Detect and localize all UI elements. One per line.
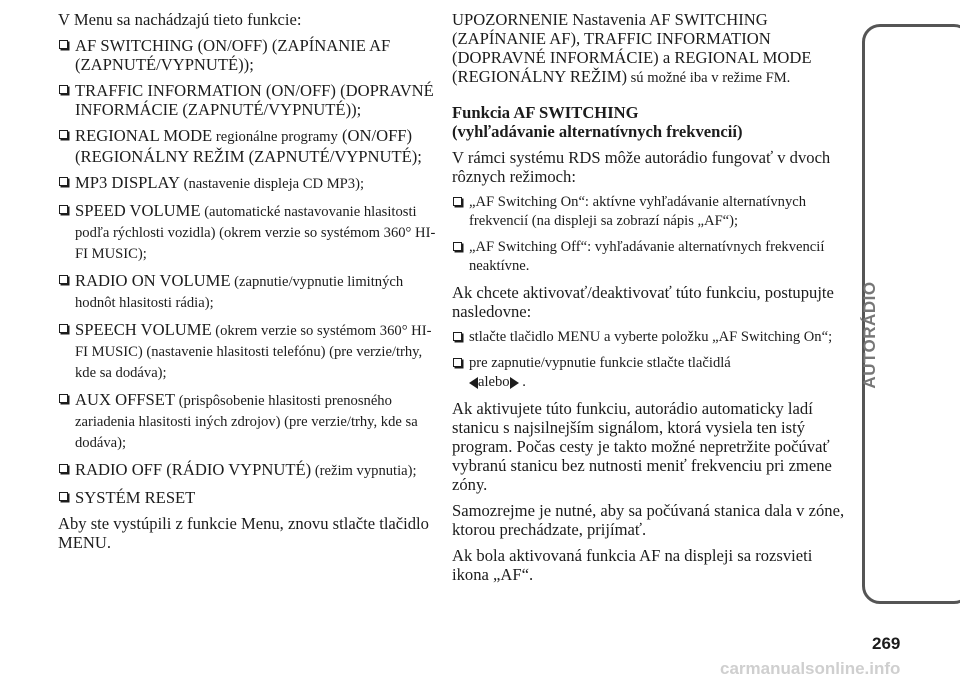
checkbox-bullet-icon [453,242,462,251]
arrow-right-icon [510,377,519,389]
list-item: SPEECH VOLUME (okrem verzie so systémom 360° HI-FI MUSIC) (nastavenie hlasitosti telefónu) (pre verzie/trhy, kde sa dodáva); [58,320,443,383]
list-item: RADIO OFF (RÁDIO VYPNUTÉ) (režim vypnutia); [58,460,443,481]
checkbox-bullet-icon [59,492,68,501]
section-heading: Funkcia AF SWITCHING (vyhľadávanie alternatívnych frekvencií) [452,103,743,141]
paragraph: Samozrejme je nutné, aby sa počúvaná stanica dala v zóne, ktorou prechádzate, prijímať. [452,501,845,539]
checkbox-bullet-icon [59,130,68,139]
checkbox-bullet-icon [59,275,68,284]
arrow-left-icon [469,377,478,389]
page-number: 269 [872,634,901,653]
list-item: stlačte tlačidlo MENU a vyberte položku „AF Switching On“; [452,328,847,347]
list-item: SYSTÉM RESET [58,488,443,507]
checkbox-bullet-icon [59,324,68,333]
list-item: TRAFFIC INFORMATION (ON/OFF) (DOPRAVNÉ INFORMÁCIE (ZAPNUTÉ/VYPNUTÉ)); [58,81,443,119]
watermark: carmanualsonline.info [720,659,901,678]
checkbox-bullet-icon [453,332,462,341]
list-item: AUX OFFSET (prispôsobenie hlasitosti prenosného zariadenia hlasitosti iných zdrojov) (pre verzie/trhy, kde sa dodáva); [58,390,443,453]
menu-intro: V Menu sa nachádzajú tieto funkcie: [58,10,302,29]
right-column [452,10,847,591]
list-item: REGIONAL MODE regionálne programy (ON/OFF) (REGIONÁLNY REŽIM (ZAPNUTÉ/VYPNUTÉ); [58,126,443,166]
menu-outro: Aby ste vystúpili z funkcie Menu, znovu stlačte tlačidlo MENU. [58,514,429,552]
list-item: AF SWITCHING (ON/OFF) (ZAPÍNANIE AF (ZAPNUTÉ/VYPNUTÉ)); [58,36,443,74]
list-item: SPEED VOLUME (automatické nastavovanie hlasitosti podľa rýchlosti vozidla) (okrem verzie so systémom 360° HI-FI MUSIC); [58,201,443,264]
list-item: „AF Switching Off“: vyhľadávanie alternatívnych frekvencií neaktívne. [452,238,847,276]
list-item: RADIO ON VOLUME (zapnutie/vypnutie limitných hodnôt hlasitosti rádia); [58,271,443,313]
chapter-side-tab-label: AUTORÁDIO [860,281,879,389]
list-item: pre zapnutie/vypnutie funkcie stlačte tlačidlá alebo . [452,354,847,392]
paragraph: Ak bola aktivovaná funkcia AF na displeji sa rozsvieti ikona „AF“. [452,546,813,584]
paragraph: V rámci systému RDS môže autorádio fungovať v dvoch rôznych režimoch: [452,148,831,186]
checkbox-bullet-icon [453,358,462,367]
checkbox-bullet-icon [59,177,68,186]
left-column [58,10,443,559]
checkbox-bullet-icon [59,40,68,49]
paragraph: Ak chcete aktivovať/deaktivovať túto funkciu, postupujte nasledovne: [452,283,834,321]
list-item: MP3 DISPLAY (nastavenie displeja CD MP3); [58,173,443,194]
warning-note: UPOZORNENIE Nastavenia AF SWITCHING (ZAPÍNANIE AF), TRAFFIC INFORMATION (DOPRAVNÉ INFORMÁCIE) a REGIONAL MODE (REGIONÁLNY REŽIM) sú možné iba v režime FM. [452,10,812,86]
checkbox-bullet-icon [59,85,68,94]
checkbox-bullet-icon [59,464,68,473]
checkbox-bullet-icon [59,394,68,403]
checkbox-bullet-icon [59,205,68,214]
paragraph: Ak aktivujete túto funkciu, autorádio automaticky ladí stanicu s najsilnejším signálom, ktorá vysiela ten istý program. Počas cesty je takto možné nepretržite počúvať vybranú stanicu bez nutnosti meniť frekvenciu pri zmene zóny. [452,399,832,494]
checkbox-bullet-icon [453,197,462,206]
list-item: „AF Switching On“: aktívne vyhľadávanie alternatívnych frekvencií (na displeji sa zobrazí nápis „AF“); [452,193,847,231]
